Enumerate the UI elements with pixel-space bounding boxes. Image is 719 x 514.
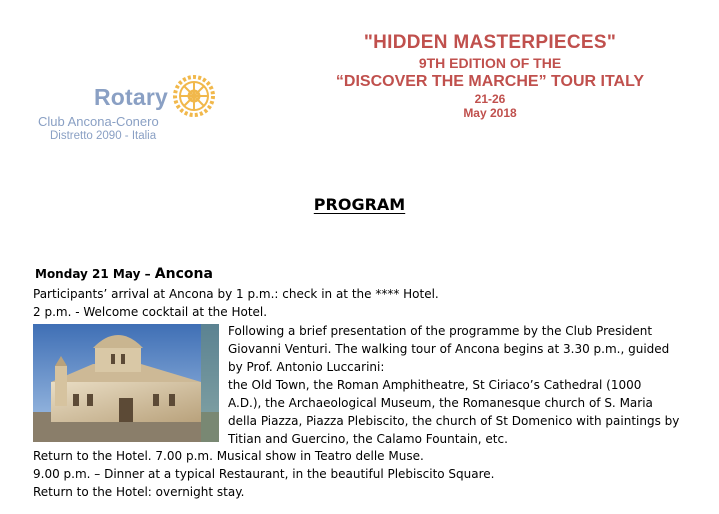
day-city: Ancona — [154, 266, 213, 282]
para-line-5: A.D.), the Archaeological Museum, the Romanesque church of S. Maria — [228, 396, 653, 410]
program-heading: PROGRAM — [313, 195, 406, 214]
logo-club: Club Ancona-Conero — [38, 114, 159, 129]
arrival-line: Participants’ arrival at Ancona by 1 p.m.: check in at the **** Hotel. — [33, 287, 439, 301]
title-line-5: May 2018 — [463, 106, 517, 120]
overnight-line: Return to the Hotel: overnight stay. — [33, 485, 245, 499]
title-line-1: "HIDDEN MASTERPIECES" — [363, 32, 617, 53]
para-line-3: by Prof. Antonio Luccarini: — [228, 360, 385, 374]
day-heading — [35, 266, 213, 282]
document-title — [300, 32, 680, 120]
return-line: Return to the Hotel. 7.00 p.m. Musical show in Teatro delle Muse. — [33, 449, 424, 463]
day-label: Monday 21 May – — [35, 267, 155, 281]
para-line-7: Titian and Guercino, the Calamo Fountain, etc. — [228, 432, 508, 446]
para-line-6: della Piazza, Piazza Plebiscito, the church of St Domenico with paintings by — [228, 414, 680, 428]
logo-brand: Rotary — [94, 84, 169, 110]
title-line-2: 9TH EDITION OF THE — [418, 55, 562, 71]
para-line-2: Giovanni Venturi. The walking tour of Ancona begins at 3.30 p.m., guided — [228, 342, 670, 356]
title-line-3: “DISCOVER THE MARCHE” TOUR ITALY — [335, 73, 645, 90]
tour-paragraph — [228, 322, 698, 448]
dinner-line: 9.00 p.m. – Dinner at a typical Restaurant, in the beautiful Plebiscito Square. — [33, 467, 495, 481]
rotary-logo — [30, 70, 230, 150]
para-line-4: the Old Town, the Roman Amphitheatre, St Ciriaco’s Cathedral (1000 — [228, 378, 642, 392]
logo-district: Distretto 2090 - Italia — [50, 130, 157, 142]
para-line-1: Following a brief presentation of the programme by the Club President — [228, 324, 653, 338]
cocktail-line: 2 p.m. - Welcome cocktail at the Hotel. — [33, 305, 268, 319]
title-line-4: 21-26 — [474, 92, 506, 106]
cathedral-photo — [33, 324, 219, 442]
rotary-wheel-icon — [170, 72, 218, 120]
